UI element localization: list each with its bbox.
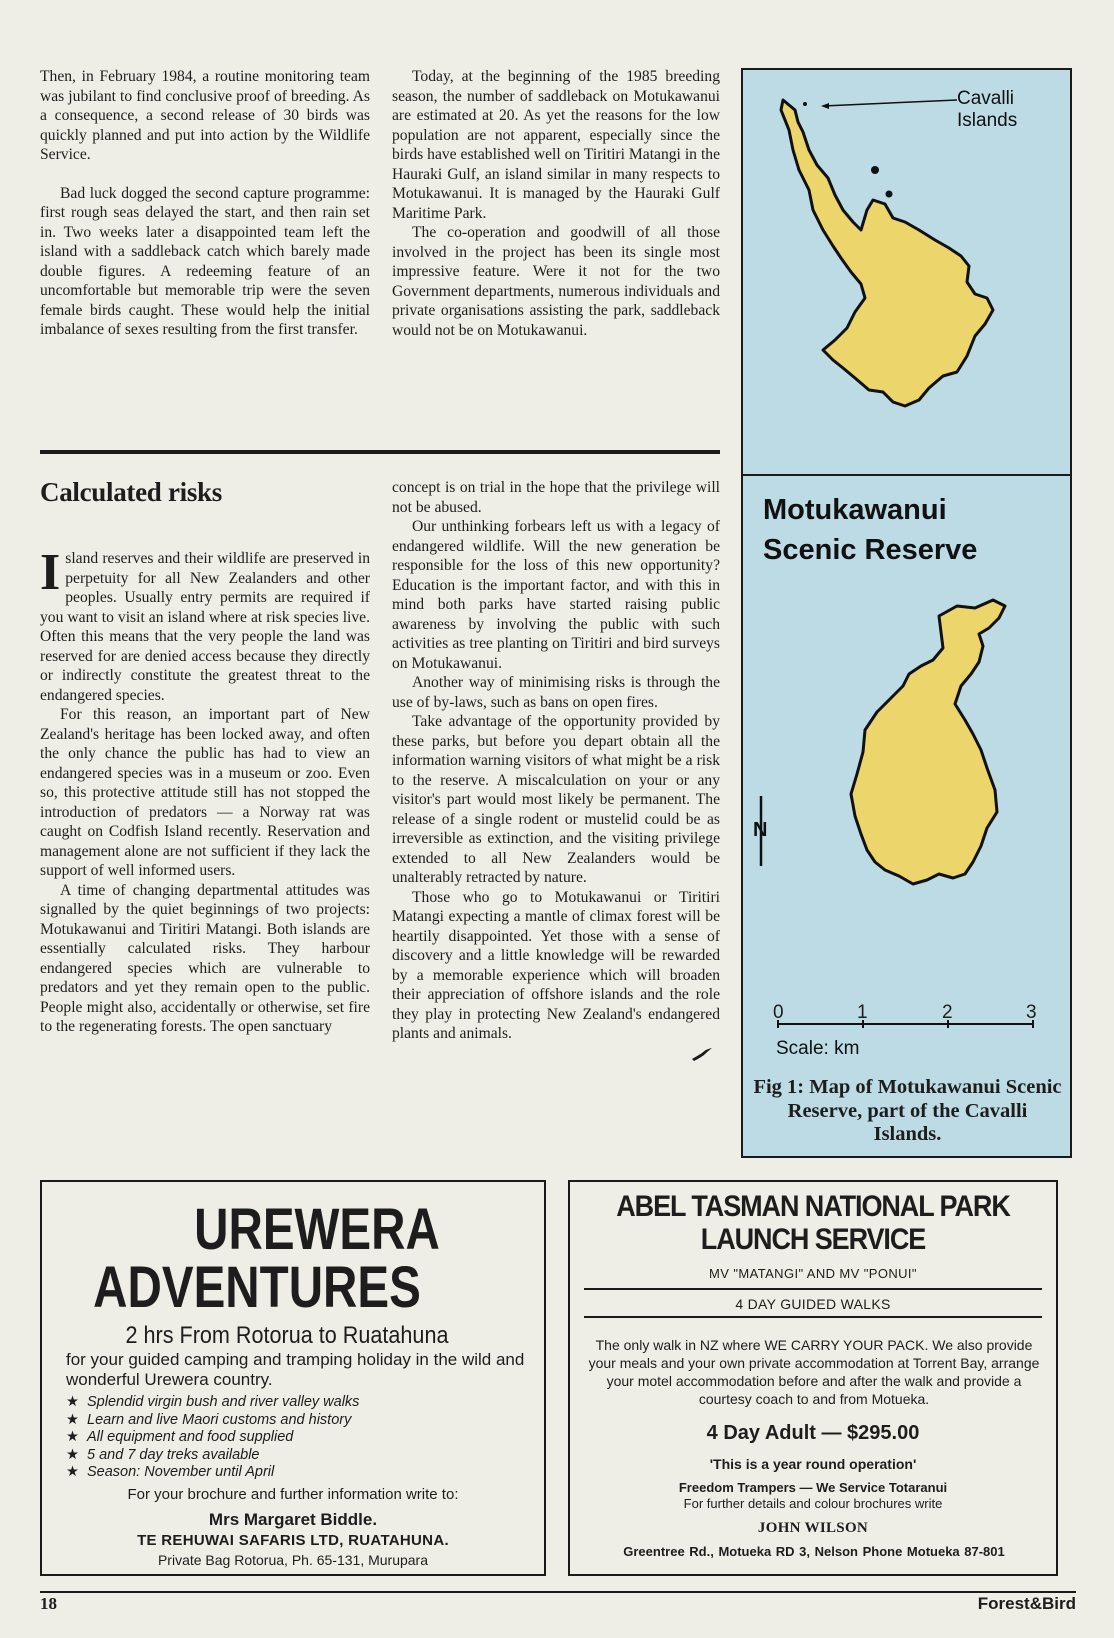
abel-tasman-advert <box>568 1180 1058 1576</box>
paragraph: Our unthinking forbears left us with a legacy of endangered wildlife. Will the new generation be responsible for the loss of this new opportunity? Education is the important factor, and with this in mind both parks have started raising public awareness by involving the public with such activities as tree planting on Tiritiri and bird surveys on Motukawanui. <box>392 518 720 672</box>
advert-title: ADVENTURES <box>93 1255 421 1320</box>
paragraph: Take advantage of the opportunity provided by these parks, but before you depart obtain all the information warning visitors of what might be a risk to the reserve. A miscalculation on your or any visitor's part would most likely be permanent. The release of a single rodent or mustelid could be as irreversible as extinction, and the visiting privilege extended to all New Zealanders would be unalterably retracted by nature. <box>392 713 720 886</box>
drop-cap: I <box>40 544 61 601</box>
list-item: ★ All equipment and food supplied <box>66 1429 294 1445</box>
paragraph: concept is on trial in the hope that the privilege will not be abused. <box>392 479 720 516</box>
north-island-shape <box>743 70 1070 478</box>
paragraph: Bad luck dogged the second capture programme: first rough seas delayed the start, and then rain set in. Two weeks later a disappointed team left the island with a saddleback catch which barely made double figures. A redeeming feature of an uncomfortable but memorable trip were the seven female birds caught. These would help the initial imbalance of sexes resulting from the first transfer. <box>40 184 370 338</box>
paragraph: Island reserves and their wildlife are preserved in perpetuity for all New Zealanders and other peoples. Usually entry permits are required if you want to visit an island where at risk species live. Often this means that the very people the land was reserved for are denied access because they directly or indirectly constitute the greatest threat to the endangered species. <box>40 544 370 704</box>
scale-bar <box>778 1020 1033 1028</box>
motukawanui-map <box>741 474 1072 1158</box>
divider <box>584 1316 1042 1318</box>
paragraph: Then, in February 1984, a routine monitoring team was jubilant to find conclusive proof of breeding. As a consequence, a second release of 30 birds was quickly planned and put into action by the Wildlife Service. <box>40 68 370 163</box>
scale-tick: 3 <box>1026 1002 1037 1023</box>
advert-contact-name: Mrs Margaret Biddle. <box>208 1510 378 1529</box>
article-column-4 <box>392 478 720 1044</box>
cavalli-islands-label: Cavalli Islands <box>957 88 1018 131</box>
advert-subtitle: 2 hrs From Rotorua to Ruatahuna <box>125 1322 449 1349</box>
north-arrow-icon <box>753 796 767 866</box>
article-column-3 <box>40 544 370 1037</box>
star-icon: ★ <box>66 1429 79 1445</box>
advert-address: Greentree Rd., Motueka RD 3, Nelson Phone Motueka 87-801 <box>623 1544 1005 1559</box>
figure-caption: Fig 1: Map of Motukawanui Scenic Reserve, part of the Cavalli Islands. <box>753 1076 1062 1145</box>
map-title: Motukawanui Scenic Reserve <box>763 494 978 566</box>
scale-tick: 0 <box>773 1002 784 1023</box>
advert-title: UREWERA <box>194 1197 440 1262</box>
section-divider <box>40 450 720 454</box>
magazine-name: Forest&Bird <box>977 1594 1076 1613</box>
paragraph: Another way of minimising risks is through the use of by-laws, such as bans on open fires. <box>392 674 720 711</box>
advert-year-round: 'This is a year round operation' <box>709 1456 917 1472</box>
advert-further-details: For further details and colour brochures write <box>683 1496 943 1511</box>
star-icon: ★ <box>66 1464 79 1480</box>
advert-vessels: MV "MATANGI" AND MV "PONUI" <box>709 1266 917 1281</box>
star-icon: ★ <box>66 1411 79 1428</box>
advert-walks: 4 DAY GUIDED WALKS <box>735 1296 891 1312</box>
advert-address: Private Bag Rotorua, Ph. 65-131, Murupara <box>157 1552 429 1568</box>
advert-contact-name: JOHN WILSON <box>757 1520 869 1536</box>
svg-text:N: N <box>753 819 768 841</box>
page-number: 18 <box>40 1594 57 1613</box>
list-item: ★ 5 and 7 day treks available <box>66 1446 260 1463</box>
advert-title: ABEL TASMAN NATIONAL PARK LAUNCH SERVICE <box>616 1190 1010 1256</box>
advert-price: 4 Day Adult — $295.00 <box>706 1422 920 1444</box>
advert-body: The only walk in NZ where WE CARRY YOUR PACK. We also provide your meals and your own private accommodation at Torrent Bay, arrange your motel accommodation before and after the walk and provide a courtesy coach to and from Motueka. <box>588 1337 1040 1407</box>
article-column-1 <box>40 67 370 340</box>
advert-company: TE REHUWAI SAFARIS LTD, RUATAHUNA. <box>137 1532 449 1549</box>
star-icon: ★ <box>66 1394 79 1410</box>
list-item: ★ Season: November until April <box>66 1464 275 1480</box>
section-heading: Calculated risks <box>40 477 222 507</box>
star-icon: ★ <box>66 1446 79 1463</box>
advert-intro: for your guided camping and tramping holiday in the wild and wonderful Urewera country. <box>66 1350 525 1389</box>
scale-label: Scale: km <box>776 1038 860 1059</box>
footer-rule <box>40 1591 1076 1593</box>
paragraph: Those who go to Motukawanui or Tiritiri Matangi expecting a mantle of climax forest will be heartily disappointed. Yet those with a sense of discovery and a little knowledge will be rewarded by a memorable experience which will broaden their appreciation of offshore islands and the role they play in protecting New Zealand's endangered plants and animals. <box>392 888 720 1042</box>
article-column-2 <box>392 67 720 340</box>
north-island-map <box>741 68 1072 480</box>
feature-list <box>66 1394 359 1482</box>
advert-freedom-trampers: Freedom Trampers — We Service Totaranui <box>678 1480 948 1495</box>
paragraph: Today, at the beginning of the 1985 breeding season, the number of saddleback on Motukawanui are estimated at 20. As yet the reasons for the low population are not apparent, especially since the birds have established well on Tiritiri Matangi in the Hauraki Gulf, an island similar in many respects to Motukawanui. It is managed by the Hauraki Gulf Maritime Park. <box>392 68 720 222</box>
paragraph: The co-operation and goodwill of all those involved in the project has been its single most impressive feature. Were it not for the two Government departments, numerous individuals and private organisations assisting the park, saddleback would not be on Motukawanui. <box>392 224 720 339</box>
paragraph: For this reason, an important part of New Zealand's heritage has been locked away, and often the only chance the public has had to view an endangered species was in a museum or zoo. Even so, this protective attitude still has not stopped the introduction of predators — a Norway rat was caught on Codfish Island recently. Reservation and management alone are not sufficient if they lack the support of well informed users. <box>40 706 370 879</box>
advert-write-to: For your brochure and further information write to: <box>127 1486 459 1503</box>
urewera-advert <box>40 1180 546 1576</box>
list-item: ★ Learn and live Maori customs and history <box>66 1411 352 1428</box>
list-item: ★ Splendid virgin bush and river valley walks <box>66 1394 360 1410</box>
scale-tick: 1 <box>857 1002 868 1023</box>
bird-icon <box>690 1046 714 1062</box>
scale-tick: 2 <box>942 1002 953 1023</box>
divider <box>584 1288 1042 1290</box>
paragraph: A time of changing departmental attitudes was signalled by the quiet beginnings of two projects: Motukawanui and Tiritiri Matangi. Both islands are essentially calculated risks. They harbour endangered species which are vulnerable to predators and yet they remain open to the public. People might also, accidentally or otherwise, set fire to the regenerating forests. The open sanctuary <box>40 881 370 1035</box>
